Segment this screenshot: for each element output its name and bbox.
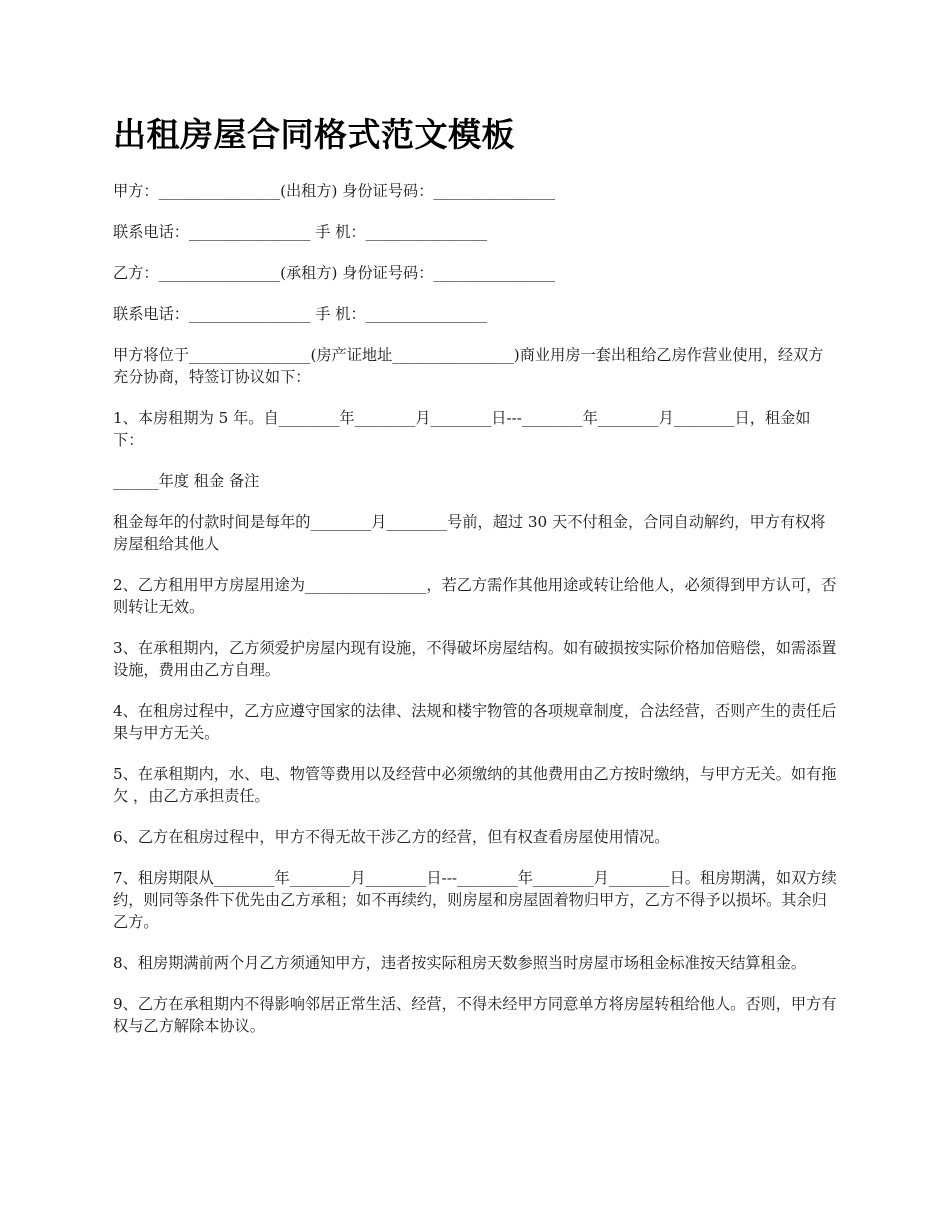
clause-8: 8、租房期满前两个月乙方须通知甲方，违者按实际租房天数参照当时房屋市场租金标准按天结算租金。 <box>113 954 807 972</box>
clause-6: 6、乙方在租房过程中，甲方不得无故干涉乙方的经营，但有权查看房屋使用情况。 <box>113 828 670 846</box>
document-title: 出租房屋合同格式范文模板 <box>113 115 515 154</box>
clause-1: 1、本房租期为 5 年。自________年________月________日---________年________月________日，租金如下： <box>113 409 811 449</box>
intro-paragraph: 甲方将位于________________(房产证地址________________)商业用房一套出租给乙房作营业使用，经双方充分协商，特签订协议如下： <box>113 346 824 386</box>
party-a-contact-line: 联系电话：________________ 手 机：________________ <box>113 223 488 241</box>
clause-2: 2、乙方租用甲方房屋用途为________________，若乙方需作其他用途或转让给他人，必须得到甲方认可，否则转让无效。 <box>113 576 837 616</box>
party-b-contact-line: 联系电话：________________ 手 机：________________ <box>113 305 488 323</box>
clause-9: 9、乙方在承租期内不得影响邻居正常生活、经营，不得未经甲方同意单方将房屋转租给他人。否则，甲方有权与乙方解除本协议。 <box>113 995 837 1035</box>
payment-terms: 租金每年的付款时间是每年的________月________号前，超过 30 天不付租金，合同自动解约，甲方有权将房屋租给其他人 <box>113 513 826 553</box>
clause-7: 7、租房期限从________年________月________日---________年________月________日。租房期满，如双方续约，则同等条件下优先由乙方承租；如不再续约，则房屋和房屋固着物归甲方，乙方不得予以损坏。其余归乙方。 <box>113 869 837 931</box>
party-a-line: 甲方：________________(出租方) 身份证号码：________________ <box>113 182 555 200</box>
clause-3: 3、在承租期内，乙方须爱护房屋内现有设施，不得破坏房屋结构。如有破损按实际价格加倍赔偿，如需添置设施，费用由乙方自理。 <box>113 639 837 679</box>
document-page <box>113 112 837 1056</box>
party-b-line: 乙方：________________(承租方) 身份证号码：________________ <box>113 264 555 282</box>
clause-4: 4、在租房过程中，乙方应遵守国家的法律、法规和楼宇物管的各项规章制度，合法经营，否则产生的责任后果与甲方无关。 <box>113 702 837 742</box>
rent-table-header: ______年度 租金 备注 <box>113 472 260 490</box>
clause-5: 5、在承租期内，水、电、物管等费用以及经营中必须缴纳的其他费用由乙方按时缴纳，与甲方无关。如有拖欠 ，由乙方承担责任。 <box>113 765 837 805</box>
